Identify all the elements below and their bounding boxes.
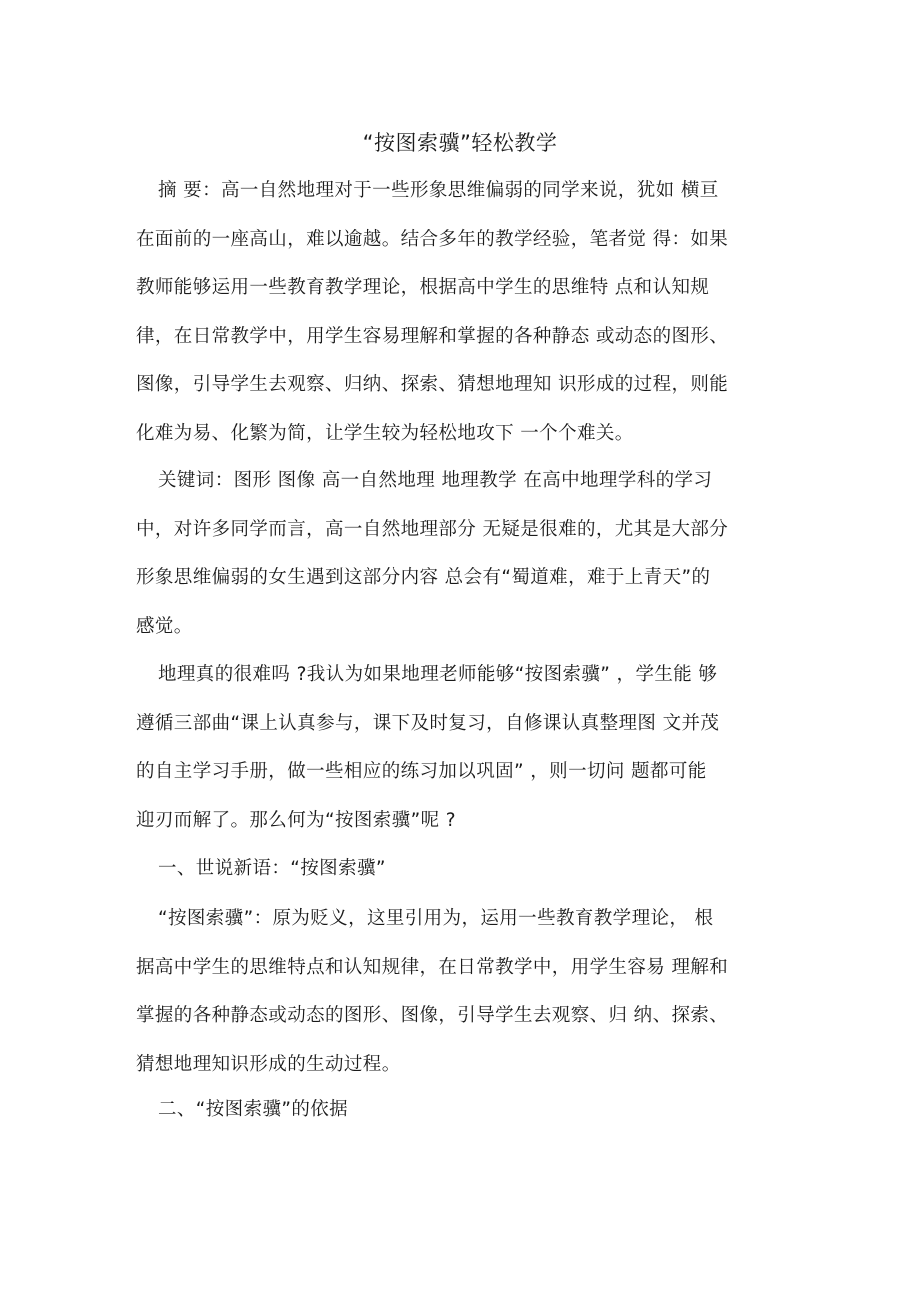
paragraph-line: 地理真的很难吗 ?我认为如果地理老师能够“按图索骥” ，学生能 够: [158, 664, 718, 685]
paragraph-line: “按图索骥”：原为贬义，这里引用为，运用一些教育教学理论， 根: [158, 908, 714, 929]
paragraph-line: 中，对许多同学而言，高一自然地理部分 无疑是很难的，尤其是大部分: [136, 518, 729, 540]
paragraph-line: 形象思维偏弱的女生遇到这部分内容 总会有“蜀道难，难于上青天”的: [136, 567, 711, 589]
paragraph-line: 关键词：图形 图像 高一自然地理 地理教学 在高中地理学科的学习: [158, 470, 713, 491]
paragraph-line: 猜想地理知识形成的生动过程。: [136, 1053, 401, 1075]
paragraph-line: 图像，引导学生去观察、归纳、探索、猜想地理知 识形成的过程，则能: [136, 374, 729, 396]
paragraph-line: 感觉。: [136, 615, 193, 637]
section-heading-text: 一、世说新语：“按图索骥”: [158, 858, 386, 879]
paragraph-line: 迎刃而解了。那么何为“按图索骥”呢 ?: [136, 809, 456, 831]
paragraph-line: 教师能够运用一些教育教学理论，根据高中学生的思维特 点和认知规: [136, 277, 710, 299]
paragraph-line: 遵循三部曲“课上认真参与，课下及时复习，自修课认真整理图 文并茂: [136, 712, 720, 734]
section-heading-text: 二、“按图索骥”的依据: [158, 1099, 349, 1120]
paragraph-line: 摘 要：高一自然地理对于一些形象思维偏弱的同学来说，犹如 横亘: [158, 180, 719, 201]
abstract-paragraph: [136, 167, 776, 459]
paragraph-line: 化难为易、化繁为简，让学生较为轻松地攻下 一个个难关。: [136, 422, 634, 444]
body-paragraph: [136, 651, 776, 845]
body-paragraph: [136, 895, 776, 1089]
paragraph-line: 律，在日常教学中，用学生容易理解和掌握的各种静态 或动态的图形、: [136, 325, 729, 347]
section-heading: [136, 845, 776, 894]
paragraph-line: 掌握的各种静态或动态的图形、图像，引导学生去观察、归 纳、探索、: [136, 1005, 729, 1027]
paragraph-line: 据高中学生的思维特点和认知规律，在日常教学中，用学生容易 理解和: [136, 956, 729, 978]
document-title: “按图索骥”轻松教学: [362, 131, 558, 155]
keywords-paragraph: [136, 457, 776, 651]
paragraph-line: 的自主学习手册，做一些相应的练习加以巩固” ，则一切问 题都可能: [136, 761, 707, 783]
section-heading: [136, 1086, 776, 1135]
paragraph-line: 在面前的一座高山，难以逾越。结合多年的教学经验，笔者觉 得：如果: [136, 228, 729, 250]
